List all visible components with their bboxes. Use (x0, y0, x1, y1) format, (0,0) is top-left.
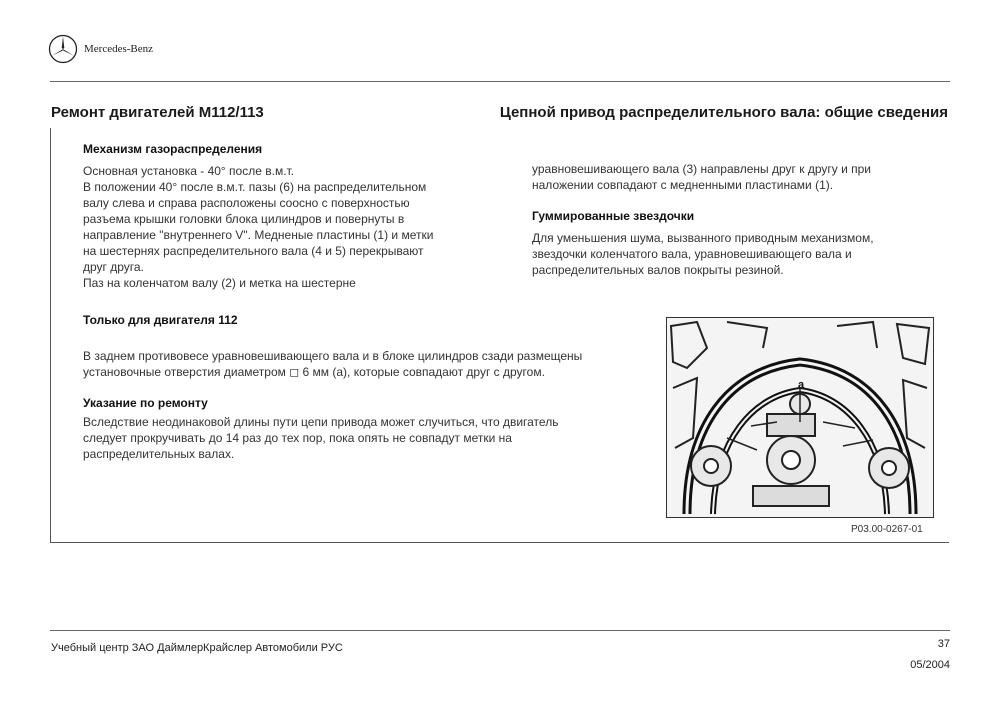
text-line: следует прокручивать до 14 раз до тех пор, пока опять не совпадут метки на (83, 431, 512, 445)
text-line: В положении 40° после в.м.т. пазы (6) на распределительном (83, 180, 427, 194)
heading-rubber-sprockets: Гуммированные звездочки (532, 209, 695, 223)
document-title: Ремонт двигателей M112/113 (51, 104, 264, 121)
footer-organization: Учебный центр ЗАО ДаймлерКрайслер Автомобили РУС (51, 642, 343, 654)
paragraph-repair-note (83, 414, 653, 462)
paragraph-valve-timing-cont (532, 161, 932, 193)
document-date: 05/2004 (910, 659, 950, 671)
figure-label-a: a (798, 379, 805, 391)
engine-diagram-drawing (667, 318, 933, 517)
heading-valve-timing: Механизм газораспределения (83, 142, 263, 156)
paragraph-valve-timing (83, 163, 503, 291)
brand-logo (48, 34, 153, 64)
text-line: распределительных валах. (83, 447, 235, 461)
text-line: Паз на коленчатом валу (2) и метка на шестерне (83, 276, 356, 290)
text-line: направление "внутреннего V". Медненые пластины (1) и метки (83, 228, 434, 242)
text-line: звездочки коленчатого вала, уравновешивающего вала и (532, 247, 852, 261)
text-line: разъема крышки головки блока цилиндров и повернуты в (83, 212, 405, 226)
text-line: на шестернях распределительного вала (4 и 5) перекрывают (83, 244, 424, 258)
paragraph-rubber-sprockets (532, 230, 932, 278)
text-line: В заднем противовесе уравновешивающего вала и в блоке цилиндров сзади размещены (83, 349, 583, 363)
footer-divider (50, 630, 950, 631)
brand-name: Mercedes-Benz (84, 43, 154, 55)
text-line: распределительных валов покрыты резиной. (532, 263, 784, 277)
figure-caption: P03.00-0267-01 (851, 524, 923, 535)
heading-engine-112: Только для двигателя 112 (83, 313, 238, 327)
text-line: установочные отверстия диаметром ◻ 6 мм (а), которые совпадают друг с другом. (83, 365, 545, 379)
text-line: валу слева и справа расположены соосно с поверхностью (83, 196, 410, 210)
engine-diagram (666, 317, 934, 518)
header-divider (50, 81, 950, 82)
heading-repair-note: Указание по ремонту (83, 396, 208, 410)
text-line: Основная установка - 40° после в.м.т. (83, 164, 295, 178)
text-line: Вследствие неодинаковой длины пути цепи привода может случиться, что двигатель (83, 415, 559, 429)
page-number: 37 (937, 638, 950, 650)
paragraph-engine-112 (83, 348, 653, 380)
text-line: Для уменьшения шума, вызванного приводным механизмом, (532, 231, 874, 245)
section-title: Цепной привод распределительного вала: общие сведения (499, 104, 948, 121)
text-line: друг друга. (83, 260, 144, 274)
text-line: наложении совпадают с медненными пластинами (1). (532, 178, 834, 192)
text-line: уравновешивающего вала (3) направлены друг к другу и при (532, 162, 872, 176)
mercedes-star-icon (48, 34, 78, 64)
